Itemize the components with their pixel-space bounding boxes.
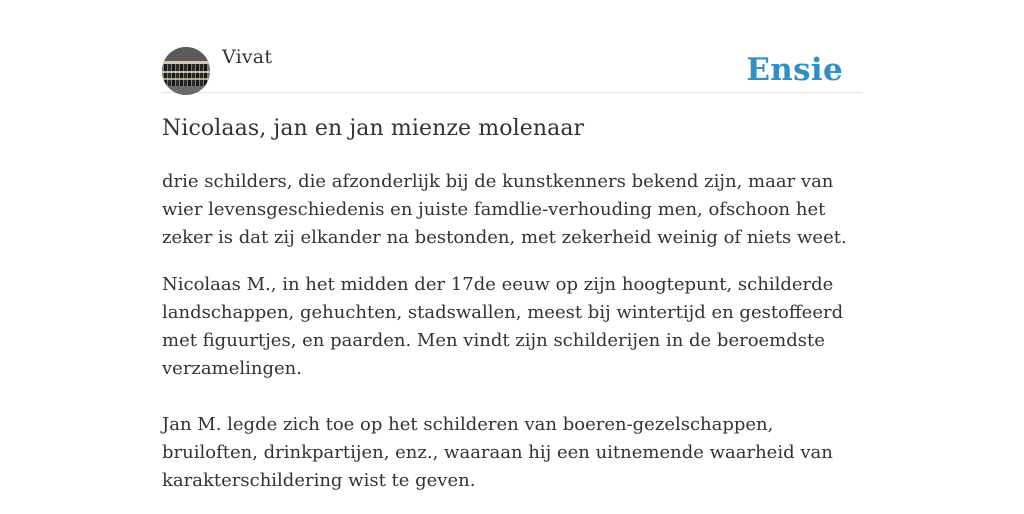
article-title: Nicolaas, jan en jan mienze molenaar [162, 116, 585, 141]
avatar[interactable] [162, 47, 210, 95]
article-body [162, 168, 862, 514]
brand-logo[interactable]: Ensie [746, 52, 843, 88]
paragraph: drie schilders, die afzonderlijk bij de kunstkenners bekend zijn, maar van wier levensgeschiedenis en juiste famdlie-verhouding men, ofschoon het zeker is dat zij elkander na bestonden, met zekerheid weinig of niets weet. [162, 171, 847, 248]
book-spines-avatar-icon [162, 47, 210, 95]
paragraph: Jan M. legde zich toe op het schilderen van boeren-gezelschappen, bruiloften, drinkpartijen, enz., waaraan hij een uitnemende waarheid van karakterschildering wist te geven. [162, 414, 833, 491]
paragraph: Nicolaas M., in het midden der 17de eeuw op zijn hoogtepunt, schilderde landschappen, gehuchten, stadswallen, meest bij wintertijd en gestoffeerd met figuurtjes, en paarden. Men vindt zijn schilderijen in de beroemdste verzamelingen. [162, 274, 844, 379]
username[interactable]: Vivat [222, 46, 273, 68]
header [162, 0, 862, 93]
page-container [162, 0, 862, 491]
